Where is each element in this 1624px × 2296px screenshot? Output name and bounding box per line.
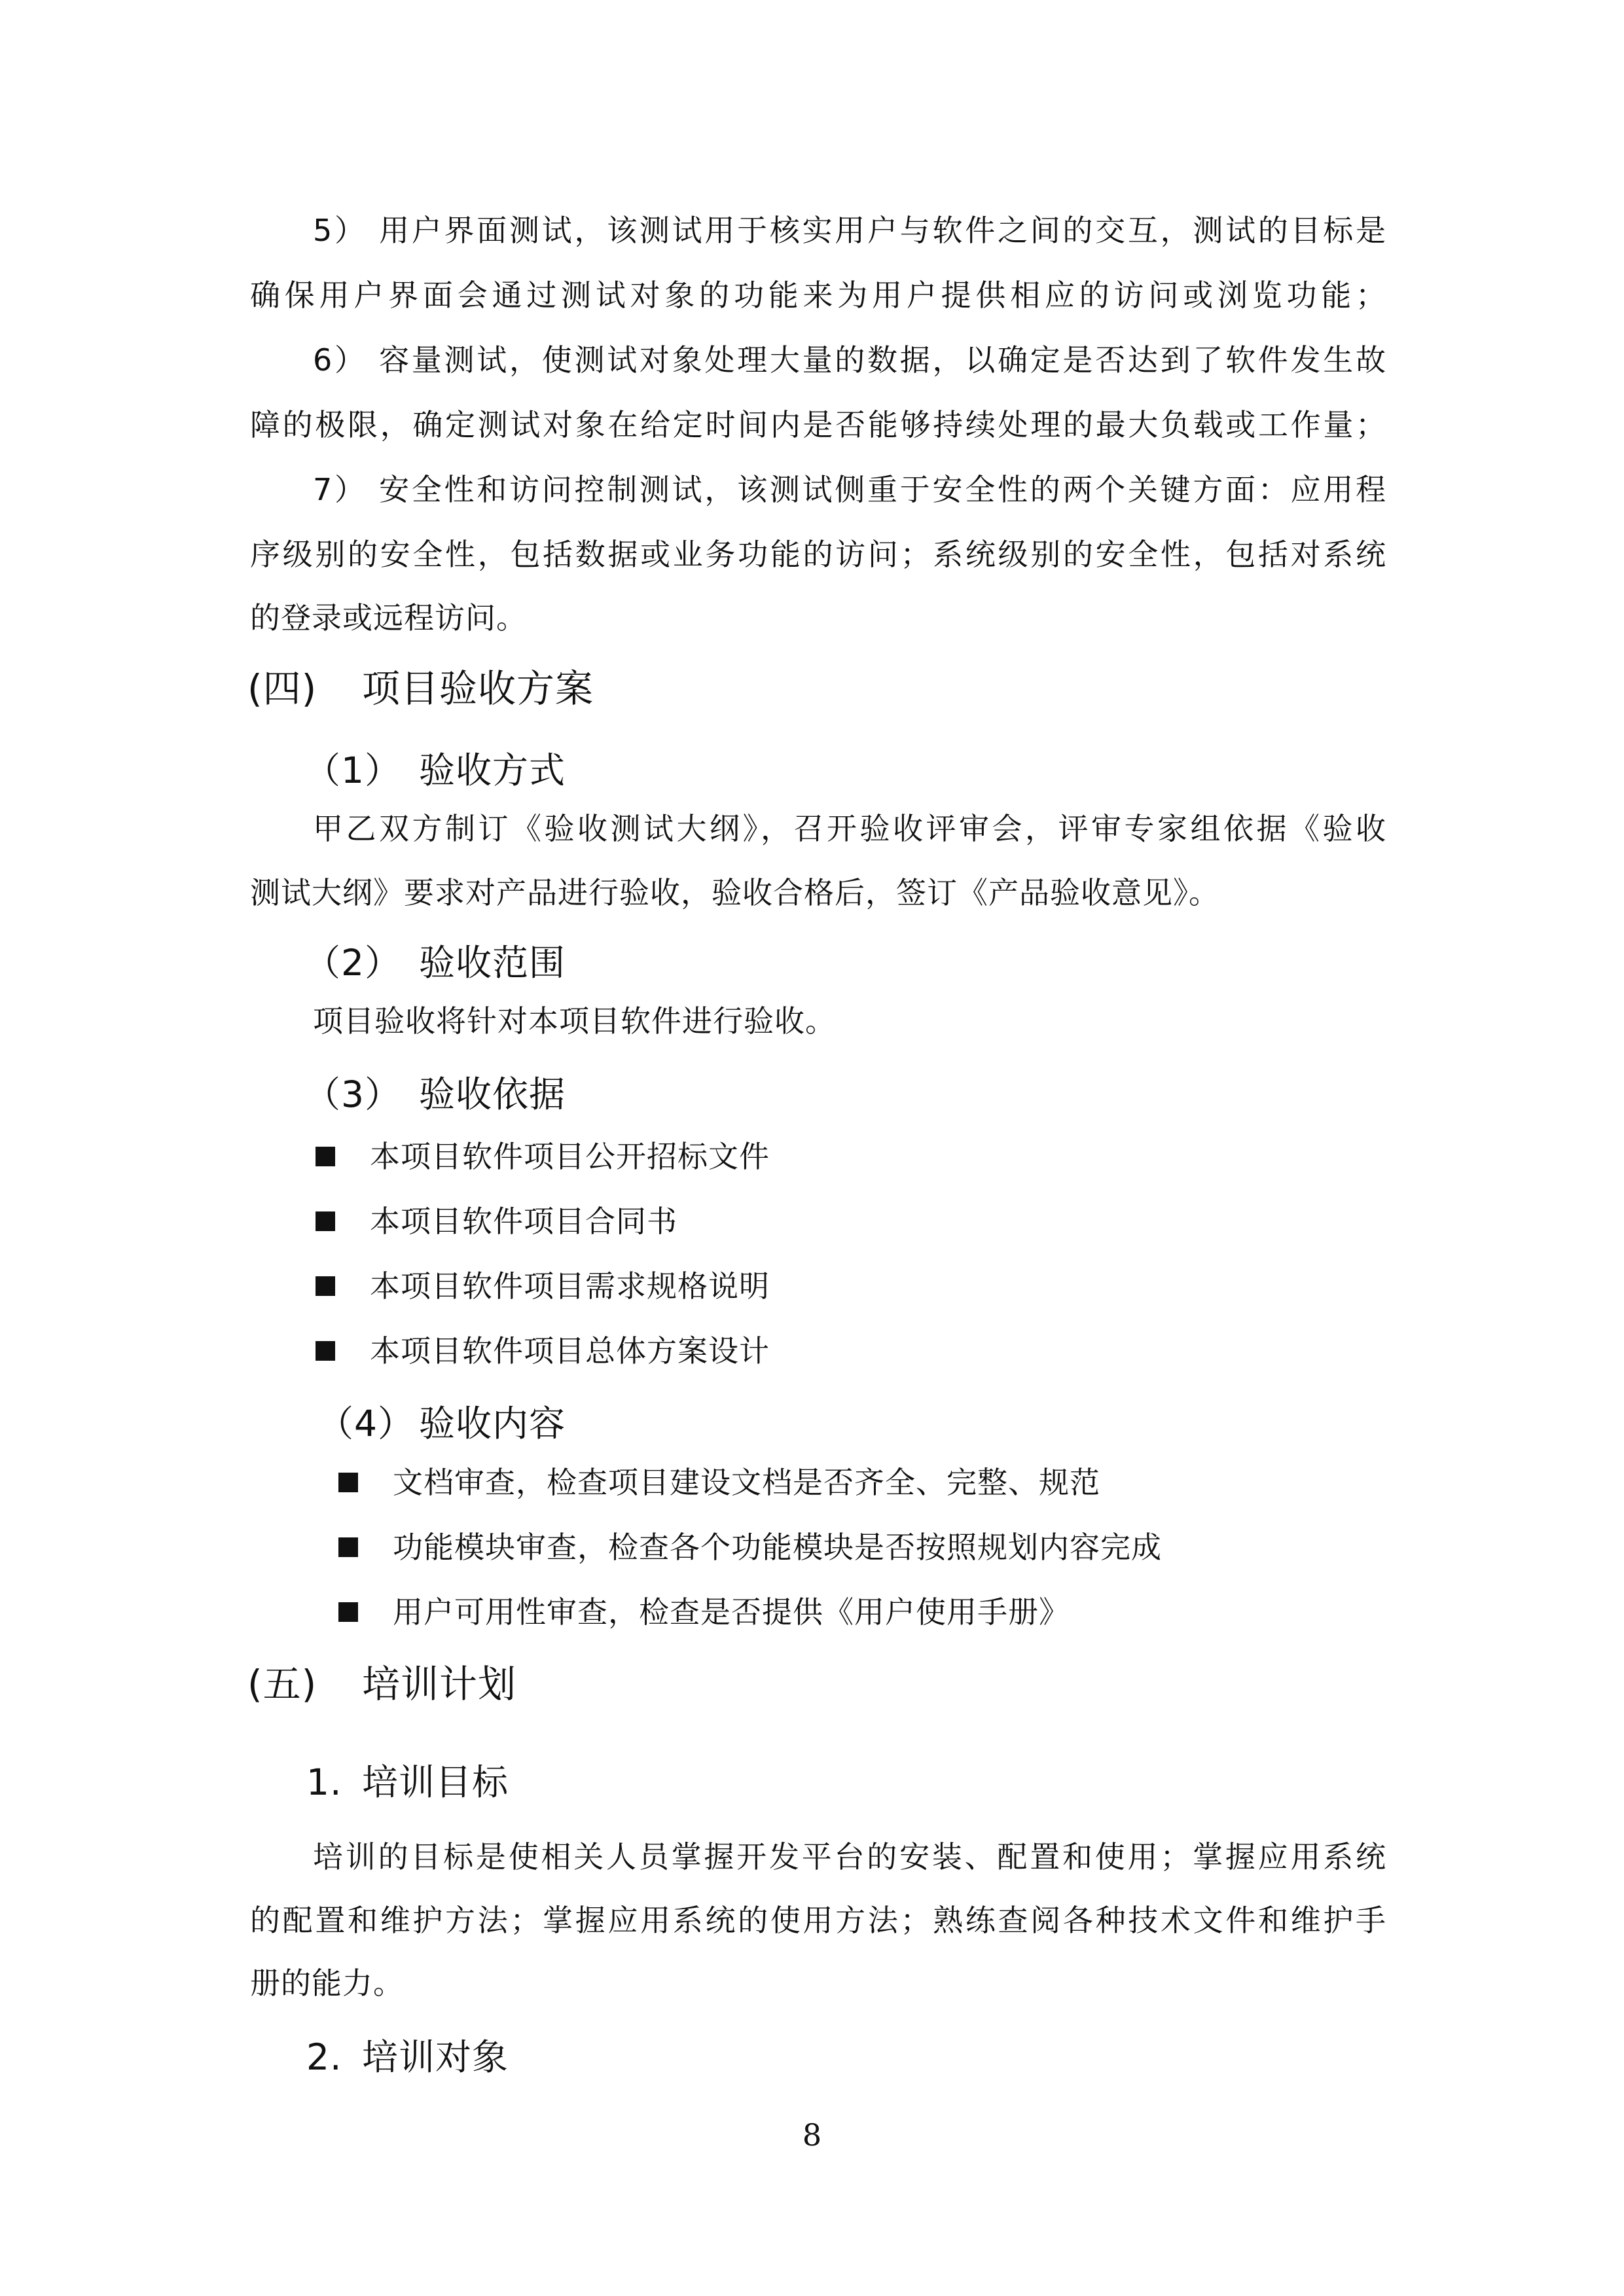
item5-line2: 确保用户界面会通过测试对象的功能来为用户提供相应的访问或浏览功能； [250,278,1386,313]
section5-sub2-number: 2. [306,2036,342,2078]
section4-sub1-line2: 测试大纲》要求对产品进行验收，验收合格后，签订《产品验收意见》。 [250,875,1219,910]
section4-sub3-bullet-1: 本项目软件项目公开招标文件 [370,1139,770,1174]
section4-sub4-bullet-1: 文档审查，检查项目建设文档是否齐全、完整、规范 [393,1465,1100,1500]
section4-sub4-bullet-3: 用户可用性审查，检查是否提供《用户使用手册》 [393,1594,1070,1630]
section5-sub1-number: 1. [306,1761,342,1803]
item7-line2: 序级别的安全性，包括数据或业务功能的访问；系统级别的安全性，包括对系统 [250,537,1386,572]
section4-sub1-line1: 甲乙双方制订《验收测试大纲》，召开验收评审会，评审专家组依据《验收 [313,811,1386,846]
section5-number: (五) [247,1662,317,1706]
item5-line1: 5） 用户界面测试，该测试用于核实用户与软件之间的交互，测试的目标是 [313,213,1386,248]
section5-title: 培训计划 [362,1662,517,1706]
section4-sub3-bullet-2: 本项目软件项目合同书 [370,1204,677,1239]
section4-sub2-title: 验收范围 [419,942,566,984]
section4-sub3-bullet-4: 本项目软件项目总体方案设计 [370,1333,770,1369]
section4-title: 项目验收方案 [362,666,594,711]
bullet-square-icon [316,1276,335,1296]
section5-sub1-line1: 培训的目标是使相关人员掌握开发平台的安装、配置和使用；掌握应用系统 [313,1839,1386,1874]
section5-sub1-line3: 册的能力。 [250,1965,404,2001]
section4-number: (四) [247,666,317,711]
bullet-square-icon [316,1147,335,1166]
section4-sub4-number: （4） [317,1403,414,1444]
section5-sub2-title: 培训对象 [362,2036,509,2078]
section5-sub1-line2: 的配置和维护方法；掌握应用系统的使用方法；熟练查阅各种技术文件和维护手 [250,1903,1386,1938]
section4-sub3-bullet-3: 本项目软件项目需求规格说明 [370,1268,770,1304]
section4-sub4-title: 验收内容 [419,1403,566,1444]
section4-sub3-title: 验收依据 [419,1073,566,1115]
page-number: 8 [802,2117,822,2153]
bullet-square-icon [338,1473,358,1492]
section5-sub1-title: 培训目标 [362,1761,509,1803]
item6-line2: 障的极限，确定测试对象在给定时间内是否能够持续处理的最大负载或工作量； [250,407,1386,442]
section4-sub2-number: （2） [304,942,401,984]
bullet-square-icon [338,1602,358,1622]
section4-sub1-title: 验收方式 [419,749,566,791]
item6-line1: 6） 容量测试，使测试对象处理大量的数据，以确定是否达到了软件发生故 [313,342,1386,378]
bullet-square-icon [316,1211,335,1231]
section4-sub4-bullet-2: 功能模块审查，检查各个功能模块是否按照规划内容完成 [393,1530,1162,1565]
item7-line1: 7） 安全性和访问控制测试，该测试侧重于安全性的两个关键方面：应用程 [313,472,1386,507]
section4-sub1-number: （1） [304,749,401,791]
bullet-square-icon [338,1537,358,1557]
item7-line3: 的登录或远程访问。 [250,600,527,636]
section4-sub2-text: 项目验收将针对本项目软件进行验收。 [313,1003,836,1039]
section4-sub3-number: （3） [304,1073,401,1115]
bullet-square-icon [316,1341,335,1361]
